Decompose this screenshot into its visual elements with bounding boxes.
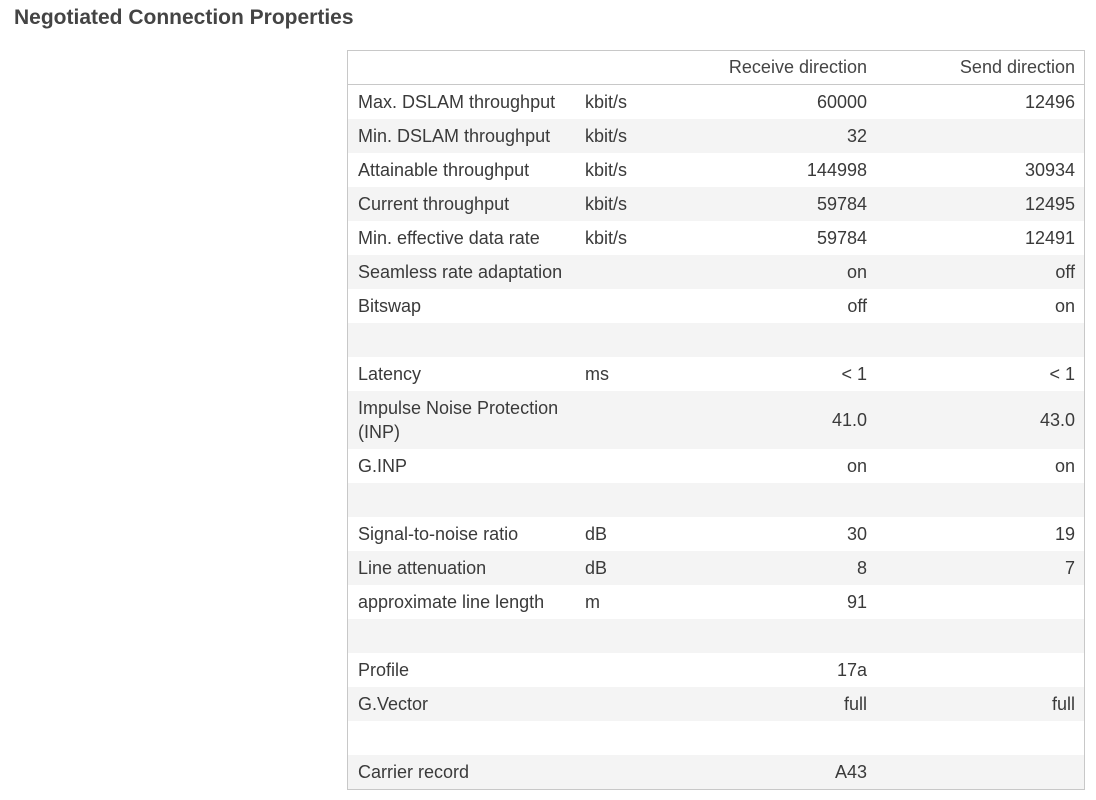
header-label <box>348 51 585 85</box>
table-row <box>348 449 1084 483</box>
row-send-value <box>876 755 1084 789</box>
table-row <box>348 391 1084 449</box>
row-receive-value: < 1 <box>705 357 876 391</box>
row-send-value <box>876 721 1084 755</box>
row-receive-value: A43 <box>705 755 876 789</box>
row-receive-value: on <box>705 255 876 289</box>
table-row <box>348 551 1084 585</box>
row-receive-value: full <box>705 687 876 721</box>
row-receive-value: 59784 <box>705 221 876 255</box>
row-send-value <box>876 483 1084 517</box>
row-label: Seamless rate adaptation <box>348 255 585 289</box>
row-send-value: off <box>876 255 1084 289</box>
row-label: approximate line length <box>348 585 585 619</box>
row-label <box>348 323 585 357</box>
row-receive-value <box>705 323 876 357</box>
row-receive-value: on <box>705 449 876 483</box>
row-unit: ms <box>585 357 705 391</box>
table-row <box>348 119 1084 153</box>
properties-table <box>348 51 1084 789</box>
row-send-value <box>876 585 1084 619</box>
row-unit <box>585 391 705 449</box>
row-label: Max. DSLAM throughput <box>348 85 585 120</box>
row-receive-value: 30 <box>705 517 876 551</box>
row-unit <box>585 755 705 789</box>
row-send-value: full <box>876 687 1084 721</box>
row-label <box>348 619 585 653</box>
row-unit <box>585 483 705 517</box>
table-spacer-row <box>348 721 1084 755</box>
row-unit: m <box>585 585 705 619</box>
row-unit <box>585 653 705 687</box>
table-row <box>348 255 1084 289</box>
table-row <box>348 221 1084 255</box>
row-receive-value <box>705 721 876 755</box>
row-send-value <box>876 653 1084 687</box>
table-row <box>348 517 1084 551</box>
row-send-value <box>876 619 1084 653</box>
table-row <box>348 585 1084 619</box>
row-receive-value <box>705 483 876 517</box>
connection-properties-table <box>347 50 1085 790</box>
table-row <box>348 687 1084 721</box>
row-label: Bitswap <box>348 289 585 323</box>
table-spacer-row <box>348 619 1084 653</box>
row-unit: kbit/s <box>585 119 705 153</box>
row-unit <box>585 323 705 357</box>
row-send-value <box>876 119 1084 153</box>
row-send-value: 30934 <box>876 153 1084 187</box>
row-label: Attainable throughput <box>348 153 585 187</box>
row-unit <box>585 449 705 483</box>
row-unit: kbit/s <box>585 187 705 221</box>
table-row <box>348 289 1084 323</box>
row-send-value: 12491 <box>876 221 1084 255</box>
row-unit <box>585 619 705 653</box>
row-send-value <box>876 323 1084 357</box>
page-title: Negotiated Connection Properties <box>14 6 354 29</box>
table-row <box>348 85 1084 120</box>
row-unit <box>585 289 705 323</box>
table-spacer-row <box>348 323 1084 357</box>
row-send-value: 43.0 <box>876 391 1084 449</box>
row-label <box>348 721 585 755</box>
row-unit <box>585 255 705 289</box>
row-receive-value <box>705 619 876 653</box>
row-unit: kbit/s <box>585 85 705 120</box>
row-label: Min. effective data rate <box>348 221 585 255</box>
table-header-row <box>348 51 1084 85</box>
row-label: Signal-to-noise ratio <box>348 517 585 551</box>
row-send-value: 12495 <box>876 187 1084 221</box>
row-receive-value: 32 <box>705 119 876 153</box>
row-label: Impulse Noise Protection (INP) <box>348 391 585 449</box>
row-receive-value: 41.0 <box>705 391 876 449</box>
row-receive-value: 59784 <box>705 187 876 221</box>
row-label <box>348 483 585 517</box>
row-receive-value: 60000 <box>705 85 876 120</box>
header-unit <box>585 51 705 85</box>
table-row <box>348 153 1084 187</box>
table-row <box>348 653 1084 687</box>
row-receive-value: 8 <box>705 551 876 585</box>
row-unit: kbit/s <box>585 153 705 187</box>
header-receive-direction: Receive direction <box>705 51 876 85</box>
row-unit <box>585 721 705 755</box>
row-label: Latency <box>348 357 585 391</box>
row-send-value: on <box>876 449 1084 483</box>
row-send-value: 19 <box>876 517 1084 551</box>
table-spacer-row <box>348 483 1084 517</box>
row-label: G.INP <box>348 449 585 483</box>
row-label: Current throughput <box>348 187 585 221</box>
row-send-value: < 1 <box>876 357 1084 391</box>
row-unit <box>585 687 705 721</box>
row-send-value: 12496 <box>876 85 1084 120</box>
table-row <box>348 357 1084 391</box>
row-receive-value: off <box>705 289 876 323</box>
row-label: G.Vector <box>348 687 585 721</box>
row-receive-value: 144998 <box>705 153 876 187</box>
row-label: Min. DSLAM throughput <box>348 119 585 153</box>
row-receive-value: 91 <box>705 585 876 619</box>
row-unit: kbit/s <box>585 221 705 255</box>
table-row <box>348 187 1084 221</box>
row-receive-value: 17a <box>705 653 876 687</box>
row-label: Carrier record <box>348 755 585 789</box>
row-label: Profile <box>348 653 585 687</box>
row-label: Line attenuation <box>348 551 585 585</box>
table-row <box>348 755 1084 789</box>
header-send-direction: Send direction <box>876 51 1084 85</box>
row-unit: dB <box>585 551 705 585</box>
row-unit: dB <box>585 517 705 551</box>
row-send-value: on <box>876 289 1084 323</box>
row-send-value: 7 <box>876 551 1084 585</box>
